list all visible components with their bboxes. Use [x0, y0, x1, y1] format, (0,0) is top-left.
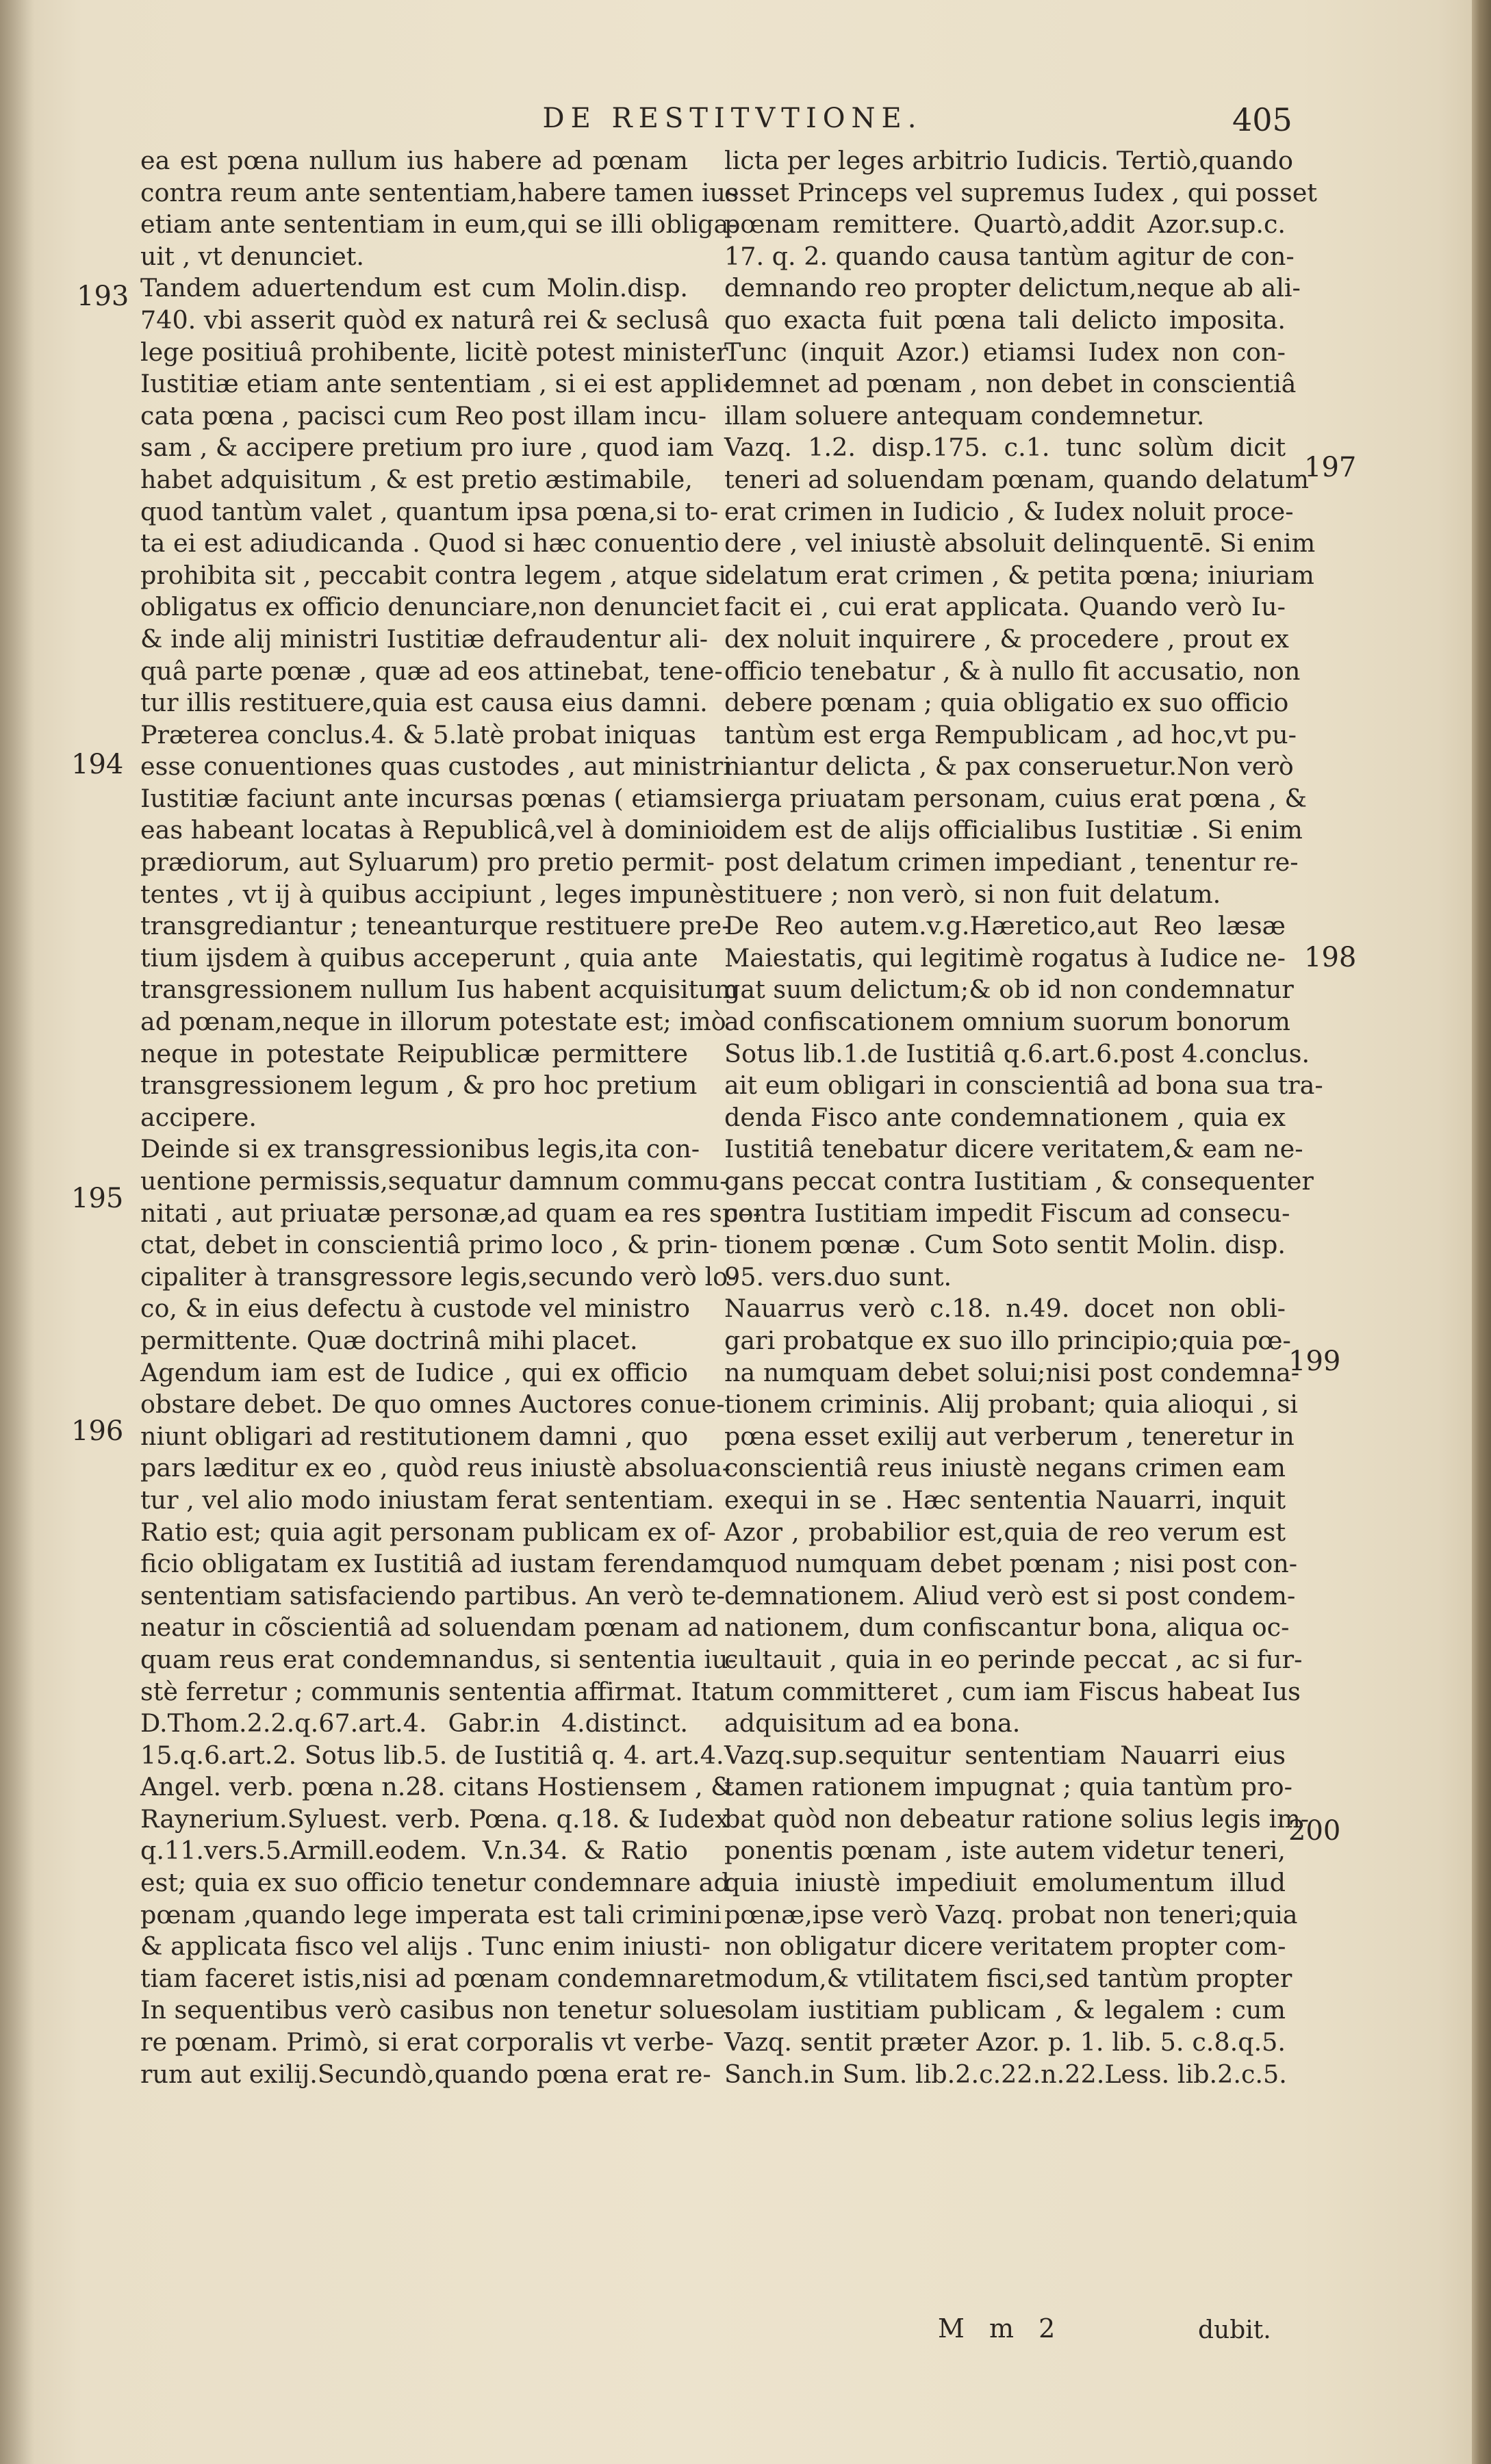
- text-line: conscientiâ reus iniustè negans crimen eam: [724, 1453, 1286, 1483]
- text-line: uit , vt denunciet.: [140, 241, 365, 271]
- text-line: niantur delicta , & pax conseruetur.Non verò: [724, 752, 1294, 782]
- spine-shadow: [0, 0, 34, 2464]
- text-line: demnet ad pœnam , non debet in conscientiâ: [724, 369, 1297, 399]
- text-line: erga priuatam personam, cuius erat pœna , &: [724, 783, 1307, 813]
- text-line: pœnam remittere. Quartò,addit Azor.sup.c.: [724, 209, 1286, 240]
- text-line: 15.q.6.art.2. Sotus lib.5. de Iustitiâ q. 4. art.4.: [140, 1740, 724, 1770]
- text-line: 17. q. 2. quando causa tantùm agitur de con-: [724, 241, 1295, 271]
- text-line: ponentis pœnam , iste autem videtur teneri,: [724, 1836, 1286, 1866]
- text-line: pœna esset exilij aut verberum , teneretur in: [724, 1421, 1295, 1451]
- text-line: facit ei , cui erat applicata. Quando verò Iu-: [724, 592, 1286, 622]
- text-line: rum aut exilij.Secundò,quando pœna erat re-: [140, 2059, 711, 2089]
- text-line: solam iustitiam publicam , & legalem : cum: [724, 1995, 1286, 2025]
- text-line: gat suum delictum;& ob id non condemnatur: [724, 975, 1294, 1005]
- text-line: 740. vbi asserit quòd ex naturâ rei & seclusâ: [140, 305, 710, 335]
- text-line: adquisitum ad ea bona.: [724, 1708, 1021, 1738]
- text-line: exequi in se . Hæc sententia Nauarri, inquit: [724, 1485, 1286, 1515]
- text-line: cultauit , quia in eo perinde peccat , ac si fur-: [724, 1644, 1303, 1674]
- text-line: ad confiscationem omnium suorum bonorum: [724, 1007, 1290, 1037]
- text-line: lege positiuâ prohibente, licitè potest minister: [140, 337, 728, 367]
- text-line: teneri ad soluendam pœnam, quando delatum: [724, 464, 1309, 494]
- text-line: ea est pœna nullum ius habere ad pœnam: [140, 146, 688, 175]
- text-line: quia iniustè impediuit emolumentum illud: [724, 1868, 1286, 1898]
- text-line: niunt obligari ad restitutionem damni , quo: [140, 1421, 689, 1451]
- text-line: demnationem. Aliud verò est si post condem-: [724, 1580, 1296, 1610]
- margin-paragraph-number: 197: [1304, 452, 1357, 483]
- text-line: cipaliter à transgressore legis,secundo verò lo-: [140, 1261, 737, 1292]
- text-line: tentes , vt ij à quibus accipiunt , leges impunè: [140, 879, 724, 909]
- signature-mark: M m 2: [938, 2313, 1064, 2344]
- text-line: ta ei est adiudicanda . Quod si hæc conuentio: [140, 528, 719, 559]
- text-line: sententiam satisfaciendo partibus. An verò te-: [140, 1580, 725, 1610]
- text-line: demnando reo propter delictum,neque ab ali-: [724, 273, 1301, 303]
- text-line: Agendum iam est de Iudice , qui ex officio: [140, 1357, 688, 1387]
- text-line: quam reus erat condemnandus, si sententia iu-: [140, 1644, 737, 1674]
- text-line: illam soluere antequam condemnetur.: [724, 400, 1205, 431]
- text-line: 95. vers.duo sunt.: [724, 1261, 952, 1292]
- text-line: dere , vel iniustè absoluit delinquentē. Si enim: [724, 528, 1316, 559]
- text-line: bat quòd non debeatur ratione solius legis im-: [724, 1804, 1310, 1834]
- text-line: De Reo autem.v.g.Hæretico,aut Reo læsæ: [724, 911, 1286, 941]
- margin-paragraph-number: 194: [71, 749, 124, 780]
- text-line: Vazq.sup.sequitur sententiam Nauarri eius: [724, 1740, 1286, 1770]
- text-line: nitati , aut priuatæ personæ,ad quam ea res spe-: [140, 1198, 762, 1228]
- page-edge: [1472, 0, 1491, 2464]
- text-line: Præterea conclus.4. & 5.latè probat iniquas: [140, 719, 696, 749]
- text-line: co, & in eius defectu à custode vel ministro: [140, 1294, 690, 1324]
- left-text-column: [140, 145, 762, 2090]
- text-line: sam , & accipere pretium pro iure , quod iam: [140, 433, 714, 463]
- text-line: Maiestatis, qui legitimè rogatus à Iudice ne-: [724, 942, 1286, 973]
- text-line: q.11.vers.5.Armill.eodem. V.n.34. & Ratio: [140, 1836, 688, 1866]
- text-line: tiam faceret istis,nisi ad pœnam condemnaret.: [140, 1963, 732, 1993]
- margin-paragraph-number: 198: [1304, 942, 1357, 973]
- text-line: tur illis restituere,quia est causa eius damni.: [140, 688, 708, 718]
- text-line: Tunc (inquit Azor.) etiamsi Iudex non con-: [724, 337, 1286, 367]
- text-line: gans peccat contra Iustitiam , & consequenter: [724, 1166, 1314, 1196]
- margin-paragraph-number: 195: [71, 1183, 124, 1214]
- text-line: Tandem aduertendum est cum Molin.disp.: [140, 273, 688, 303]
- text-line: Sanch.in Sum. lib.2.c.22.n.22.Less. lib.2.c.5.: [724, 2059, 1287, 2089]
- text-line: tium ijsdem à quibus acceperunt , quia ante: [140, 942, 698, 973]
- text-line: re pœnam. Primò, si erat corporalis vt verbe-: [140, 2027, 714, 2057]
- text-line: uentione permissis,sequatur damnum commu-: [140, 1166, 728, 1196]
- text-line: habet adquisitum , & est pretio æstimabile,: [140, 464, 693, 494]
- text-line: pars læditur ex eo , quòd reus iniustè absolua-: [140, 1453, 731, 1483]
- text-line: neatur in cõscientiâ ad soluendam pœnam ad: [140, 1613, 719, 1643]
- text-line: nationem, dum confiscantur bona, aliqua oc-: [724, 1613, 1290, 1643]
- catchword: dubit.: [1198, 2316, 1271, 2344]
- text-line: tantùm est erga Rempublicam , ad hoc,vt pu-: [724, 719, 1297, 749]
- text-line: pœnæ,ipse verò Vazq. probat non teneri;quia: [724, 1899, 1298, 1929]
- text-line: contra Iustitiam impedit Fiscum ad consecu-: [724, 1198, 1290, 1228]
- text-line: transgressionem legum , & pro hoc pretium: [140, 1070, 698, 1101]
- margin-paragraph-number: 199: [1288, 1346, 1341, 1377]
- text-line: Raynerium.Syluest. verb. Pœna. q.18. & Iudex: [140, 1804, 729, 1834]
- text-line: accipere.: [140, 1102, 257, 1132]
- text-line: debere pœnam ; quia obligatio ex suo officio: [724, 688, 1289, 718]
- text-line: Iustitiæ faciunt ante incursas pœnas ( etiamsi: [140, 783, 724, 813]
- text-line: post delatum crimen impediant , tenentur re-: [724, 847, 1299, 877]
- text-line: est; quia ex suo officio tenetur condemnare ad: [140, 1868, 730, 1898]
- text-line: Vazq. sentit præter Azor. p. 1. lib. 5. c.8.q.5.: [724, 2027, 1286, 2057]
- text-line: ctat, debet in conscientiâ primo loco , & prin-: [140, 1230, 718, 1260]
- text-line: permittente. Quæ doctrinâ mihi placet.: [140, 1325, 638, 1355]
- text-line: D.Thom.2.2.q.67.art.4. Gabr.in 4.distinct.: [140, 1708, 688, 1738]
- text-line: ait eum obligari in conscientiâ ad bona sua tra-: [724, 1070, 1323, 1101]
- text-line: etiam ante sententiam in eum,qui se illi obliga-: [140, 209, 737, 240]
- text-line: Sotus lib.1.de Iustitiâ q.6.art.6.post 4.conclus.: [724, 1038, 1310, 1068]
- text-line: eas habeant locatas à Republicâ,vel à dominio: [140, 815, 726, 845]
- text-line: tionem pœnæ . Cum Soto sentit Molin. disp.: [724, 1230, 1286, 1260]
- text-line: contra reum ante sententiam,habere tamen ius: [140, 177, 739, 207]
- page-number: 405: [1232, 101, 1292, 138]
- text-line: transgrediantur ; teneanturque restituere pre-: [140, 911, 730, 941]
- text-line: modum,& vtilitatem fisci,sed tantùm propter: [724, 1963, 1292, 1993]
- text-line: na numquam debet solui;nisi post condemna-: [724, 1357, 1300, 1387]
- text-line: Iustitiæ etiam ante sententiam , si ei est appli-: [140, 369, 732, 399]
- text-line: In sequentibus verò casibus non tenetur solue-: [140, 1995, 735, 2025]
- text-line: esse conuentiones quas custodes , aut ministri: [140, 752, 731, 782]
- text-line: erat crimen in Iudicio , & Iudex noluit proce-: [724, 496, 1294, 526]
- text-line: quod tantùm valet , quantum ipsa pœna,si to-: [140, 496, 719, 526]
- text-line: obligatus ex officio denunciare,non denunciet: [140, 592, 719, 622]
- text-line: Ratio est; quia agit personam publicam ex of-: [140, 1517, 716, 1547]
- margin-paragraph-number: 193: [77, 281, 129, 312]
- text-line: obstare debet. De quo omnes Auctores conue-: [140, 1389, 725, 1420]
- text-line: neque in potestate Reipublicæ permittere: [140, 1038, 688, 1068]
- text-line: prædiorum, aut Syluarum) pro pretio permit-: [140, 847, 715, 877]
- text-line: denda Fisco ante condemnationem , quia ex: [724, 1102, 1286, 1132]
- text-line: Angel. verb. pœna n.28. citans Hostiensem , &: [140, 1772, 733, 1802]
- text-line: dex noluit inquirere , & procedere , prout ex: [724, 624, 1289, 654]
- text-line: gari probatque ex suo illo principio;quia pœ-: [724, 1325, 1291, 1355]
- text-line: tur , vel alio modo iniustam ferat sententiam.: [140, 1485, 715, 1515]
- text-line: pœnam ,quando lege imperata est tali crimini: [140, 1899, 722, 1929]
- text-line: licta per leges arbitrio Iudicis. Tertiò,quando: [724, 146, 1293, 175]
- text-line: delatum erat crimen , & petita pœna; iniuriam: [724, 560, 1314, 590]
- text-line: stè ferretur ; communis sententia affirmat. Ita: [140, 1676, 726, 1706]
- text-line: tum committeret , cum iam Fiscus habeat Ius: [724, 1676, 1301, 1706]
- text-line: transgressionem nullum Ius habent acquisitum: [140, 975, 739, 1005]
- text-line: tionem criminis. Alij probant; quia alioqui , si: [724, 1389, 1298, 1420]
- text-line: quo exacta fuit pœna tali delicto imposita.: [724, 305, 1286, 335]
- text-line: non obligatur dicere veritatem propter com-: [724, 1932, 1286, 1962]
- text-line: & applicata fisco vel alijs . Tunc enim iniusti-: [140, 1932, 711, 1962]
- text-line: quâ parte pœnæ , quæ ad eos attinebat, tene-: [140, 656, 723, 686]
- text-line: quod numquam debet pœnam ; nisi post con-: [724, 1549, 1298, 1579]
- text-line: cata pœna , pacisci cum Reo post illam incu-: [140, 400, 707, 431]
- text-line: Azor , probabilior est,quia de reo verum est: [724, 1517, 1286, 1547]
- margin-paragraph-number: 200: [1288, 1815, 1341, 1847]
- text-line: & inde alij ministri Iustitiæ defraudentur ali-: [140, 624, 709, 654]
- text-line: Deinde si ex transgressionibus legis,ita con-: [140, 1134, 700, 1164]
- text-line: Nauarrus verò c.18. n.49. docet non obli-: [724, 1294, 1286, 1324]
- text-line: prohibita sit , peccabit contra legem , atque si: [140, 560, 726, 590]
- text-line: officio tenebatur , & à nullo fit accusatio, non: [724, 656, 1301, 686]
- text-line: Iustitiâ tenebatur dicere veritatem,& eam ne-: [724, 1134, 1303, 1164]
- text-line: ad pœnam,neque in illorum potestate est; imò: [140, 1007, 726, 1037]
- running-title: DE RESTITVTIONE.: [542, 103, 923, 134]
- text-line: tamen rationem impugnat ; quia tantùm pro-: [724, 1772, 1292, 1802]
- text-line: idem est de alijs officialibus Iustitiæ . Si enim: [724, 815, 1303, 845]
- text-line: ficio obligatam ex Iustitiâ ad iustam ferendam: [140, 1549, 725, 1579]
- margin-paragraph-number: 196: [71, 1415, 124, 1447]
- text-line: esset Princeps vel supremus Iudex , qui posset: [724, 177, 1317, 207]
- text-line: stituere ; non verò, si non fuit delatum.: [724, 879, 1221, 909]
- text-line: Vazq. 1.2. disp.175. c.1. tunc solùm dicit: [724, 433, 1286, 463]
